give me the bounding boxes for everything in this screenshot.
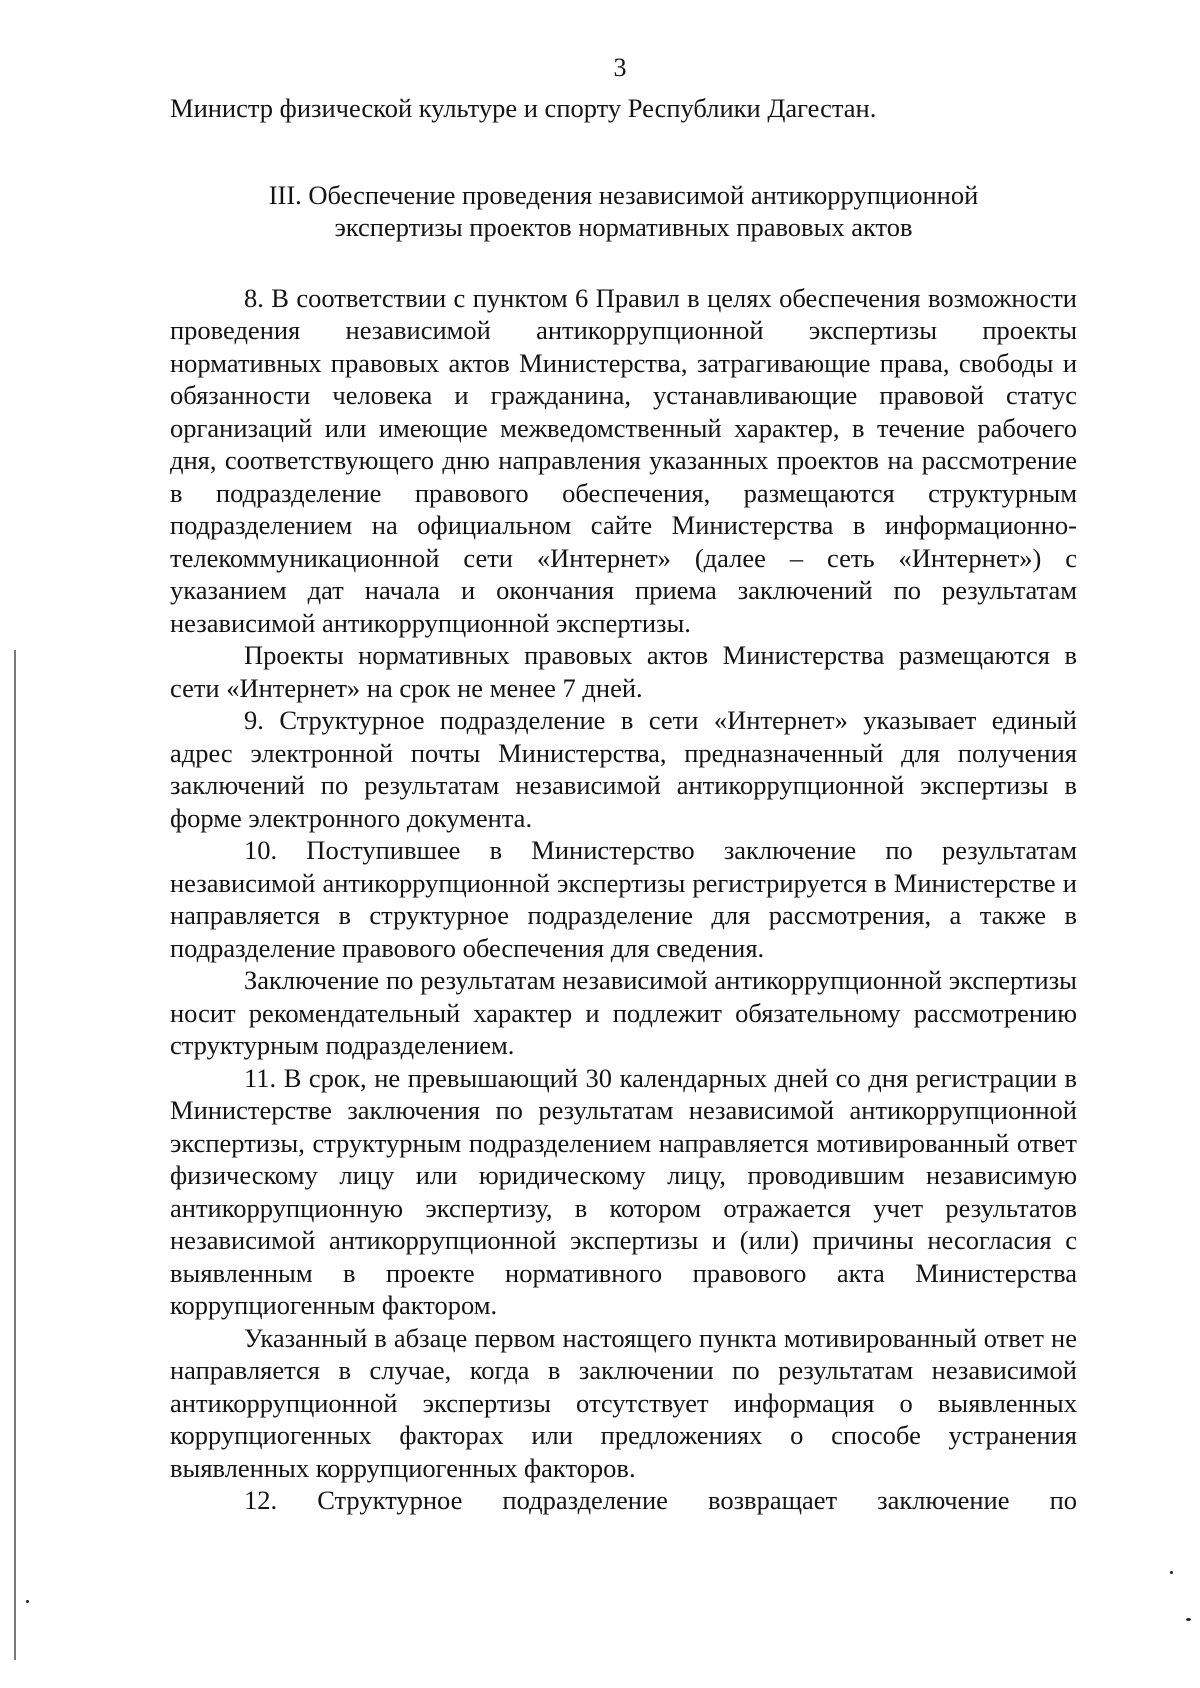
document-body — [170, 92, 1077, 1517]
paragraph-minister: Министр физической культуре и спорту Республики Дагестан. — [170, 93, 877, 123]
paragraph-8: 8. В соответствии с пунктом 6 Правил в целях обеспечения возможности проведения независимой антикоррупционной экспертизы проекты нормативных правовых актов Министерства, затрагивающие права, свободы и обязанности человека и гражданина, устанавливающие правовой статус организаций или имеющие межведомственный характер, в течение рабочего дня, соответствующего дню направления указанных проектов на рассмотрение в подразделение правового обеспечения, размещаются структурным подразделением на официальном сайте Министерства в информационно-телекоммуникационной сети «Интернет» (далее – сеть «Интернет») с указанием дат начала и окончания приема заключений по результатам независимой антикоррупционной экспертизы. — [170, 282, 1077, 638]
paragraph-11: 11. В срок, не превышающий 30 календарных дней со дня регистрации в Министерстве заключения по результатам независимой антикоррупционной экспертизы, структурным подразделением направляется мотивированный ответ физическому лицу или юридическому лицу, проводившим независимую антикоррупционную экспертизу, в котором отражается учет результатов независимой антикоррупционной экспертизы и (или) причины несогласия с выявленным в проекте нормативного правового акта Министерства коррупциогенным фактором. — [170, 1062, 1077, 1320]
scan-speck — [26, 1600, 29, 1603]
paragraph-10: 10. Поступившее в Министерство заключение по результатам независимой антикоррупционной экспертизы регистрируется в Министерстве и направляется в структурное подразделение для рассмотрения, а также в подразделение правового обеспечения для сведения. — [170, 835, 1077, 963]
scan-speck — [1186, 1618, 1191, 1621]
section-title-line-2: экспертизы проектов нормативных правовых актов — [334, 212, 913, 242]
paragraph-10-part-2: Заключение по результатам независимой антикоррупционной экспертизы носит рекомендательный характер и подлежит обязательному рассмотрению структурным подразделением. — [170, 965, 1077, 1060]
paragraph-11-part-2: Указанный в абзаце первом настоящего пункта мотивированный ответ не направляется в случае, когда в заключении по результатам независимой антикоррупционной экспертизы отсутствует информация о выявленных коррупциогенных факторах или предложениях о способе устранения выявленных коррупциогенных факторов. — [170, 1322, 1077, 1483]
scan-speck — [1170, 1571, 1173, 1574]
paragraph-9: 9. Структурное подразделение в сети «Интернет» указывает единый адрес электронной почты Министерства, предназначенный для получения заключений по результатам независимой антикоррупционной экспертизы в форме электронного документа. — [170, 705, 1077, 833]
page-number: 3 — [613, 53, 627, 82]
section-title — [170, 179, 1077, 244]
scan-edge-line — [14, 650, 16, 1660]
paragraph-8-part-2: Проекты нормативных правовых актов Министерства размещаются в сети «Интернет» на срок не менее 7 дней. — [170, 640, 1077, 703]
paragraph-12: 12. Структурное подразделение возвращает заключение по — [244, 1485, 1077, 1515]
section-title-line-1: III. Обеспечение проведения независимой антикоррупционной — [268, 179, 979, 210]
